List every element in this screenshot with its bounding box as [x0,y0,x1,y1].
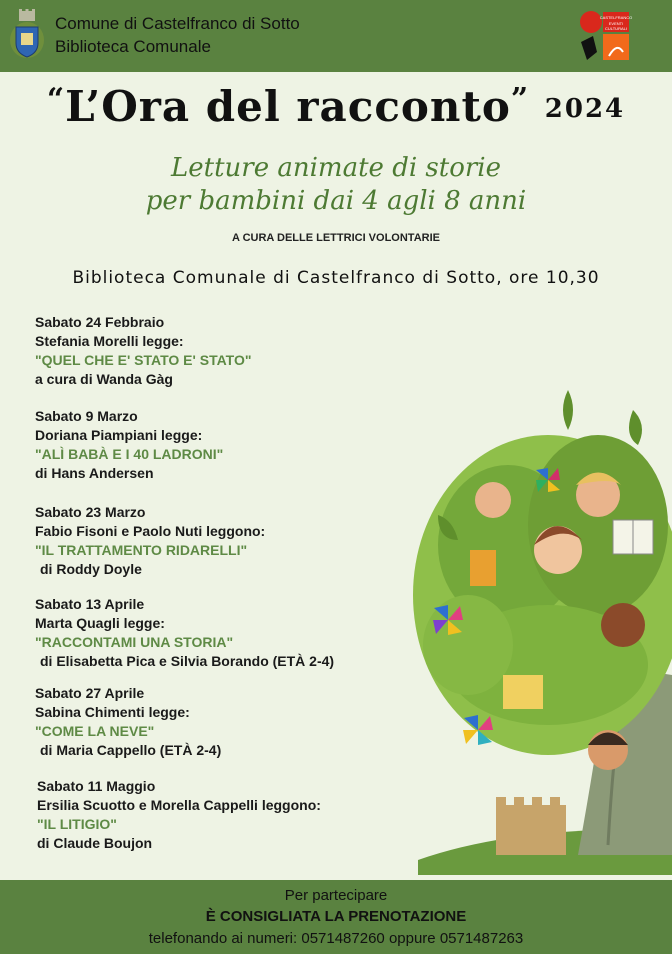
event-reader: Doriana Piampiani legge: [35,427,203,443]
event-author: di Roddy Doyle [40,561,142,577]
event-title: "IL TRATTAMENTO RIDARELLI" [35,542,248,558]
event-reader: Ersilia Scuotto e Morella Cappelli leggono: [37,797,321,813]
svg-text:CULTURALI: CULTURALI [605,26,627,31]
title-text: L’Ora del racconto [65,82,511,131]
event-date: Sabato 11 Maggio [37,778,156,794]
event-title: "COME LA NEVE" [35,723,155,739]
event-date: Sabato 24 Febbraio [35,314,165,330]
subtitle-line-1: Letture animate di storie [171,153,501,183]
event-title: "IL LITIGIO" [37,816,117,832]
event-reader: Fabio Fisoni e Paolo Nuti leggono: [35,523,266,539]
event-date: Sabato 23 Marzo [35,504,146,520]
municipal-crest-icon [8,7,46,61]
subtitle-line-2: per bambini dai 4 agli 8 anni [145,186,527,216]
event-item [37,777,321,853]
footer-bar [0,880,672,954]
event-item [35,503,265,579]
event-author: di Hans Andersen [35,465,154,481]
event-date: Sabato 9 Marzo [35,408,138,424]
svg-text:EVENTI: EVENTI [608,21,624,26]
subtitle [0,152,672,218]
event-author: di Claude Boujon [37,835,153,851]
event-title: "RACCONTAMI UNA STORIA" [35,634,234,650]
event-date: Sabato 13 Aprile [35,596,145,612]
event-item [35,595,334,671]
footer-intro: Per partecipare [284,887,388,904]
header-bar [0,0,672,72]
event-item [35,684,221,760]
event-item [35,407,223,483]
tree-illustration [398,385,672,875]
event-reader: Stefania Morelli legge: [35,333,184,349]
eventi-culturali-logo [577,8,633,64]
event-date: Sabato 27 Aprile [35,685,145,701]
event-author: a cura di Wanda Gàg [35,371,173,387]
title-open-quote: “ [46,82,66,117]
svg-text:CASTELFRANCO: CASTELFRANCO [599,15,633,20]
page-title [0,82,672,131]
event-reader: Marta Quagli legge: [35,615,165,631]
footer-phone-numbers: telefonando ai numeri: 0571487260 oppure 0571487263 [148,930,524,947]
pinwheel-icon [536,468,560,492]
event-title: "ALÌ BABÀ E I 40 LADRONI" [35,446,224,462]
title-close-quote: ” [510,82,530,117]
curated-by: A CURA DELLE LETTRICI VOLONTARIE [232,232,440,244]
event-author: di Elisabetta Pica e Silvia Borando (ETÀ 2-4) [40,653,335,669]
footer-booking-note: È CONSIGLIATA LA PRENOTAZIONE [205,908,467,925]
event-reader: Sabina Chimenti legge: [35,704,190,720]
event-title: "QUEL CHE E' STATO E' STATO" [35,352,252,368]
event-author: di Maria Cappello (ETÀ 2-4) [40,742,222,758]
library-name: Biblioteca Comunale [55,37,211,56]
event-item [35,313,251,389]
title-year: 2024 [544,94,626,124]
municipality-name: Comune di Castelfranco di Sotto [55,14,300,33]
venue-time: Biblioteca Comunale di Castelfranco di Sotto, ore 10,30 [72,268,600,288]
